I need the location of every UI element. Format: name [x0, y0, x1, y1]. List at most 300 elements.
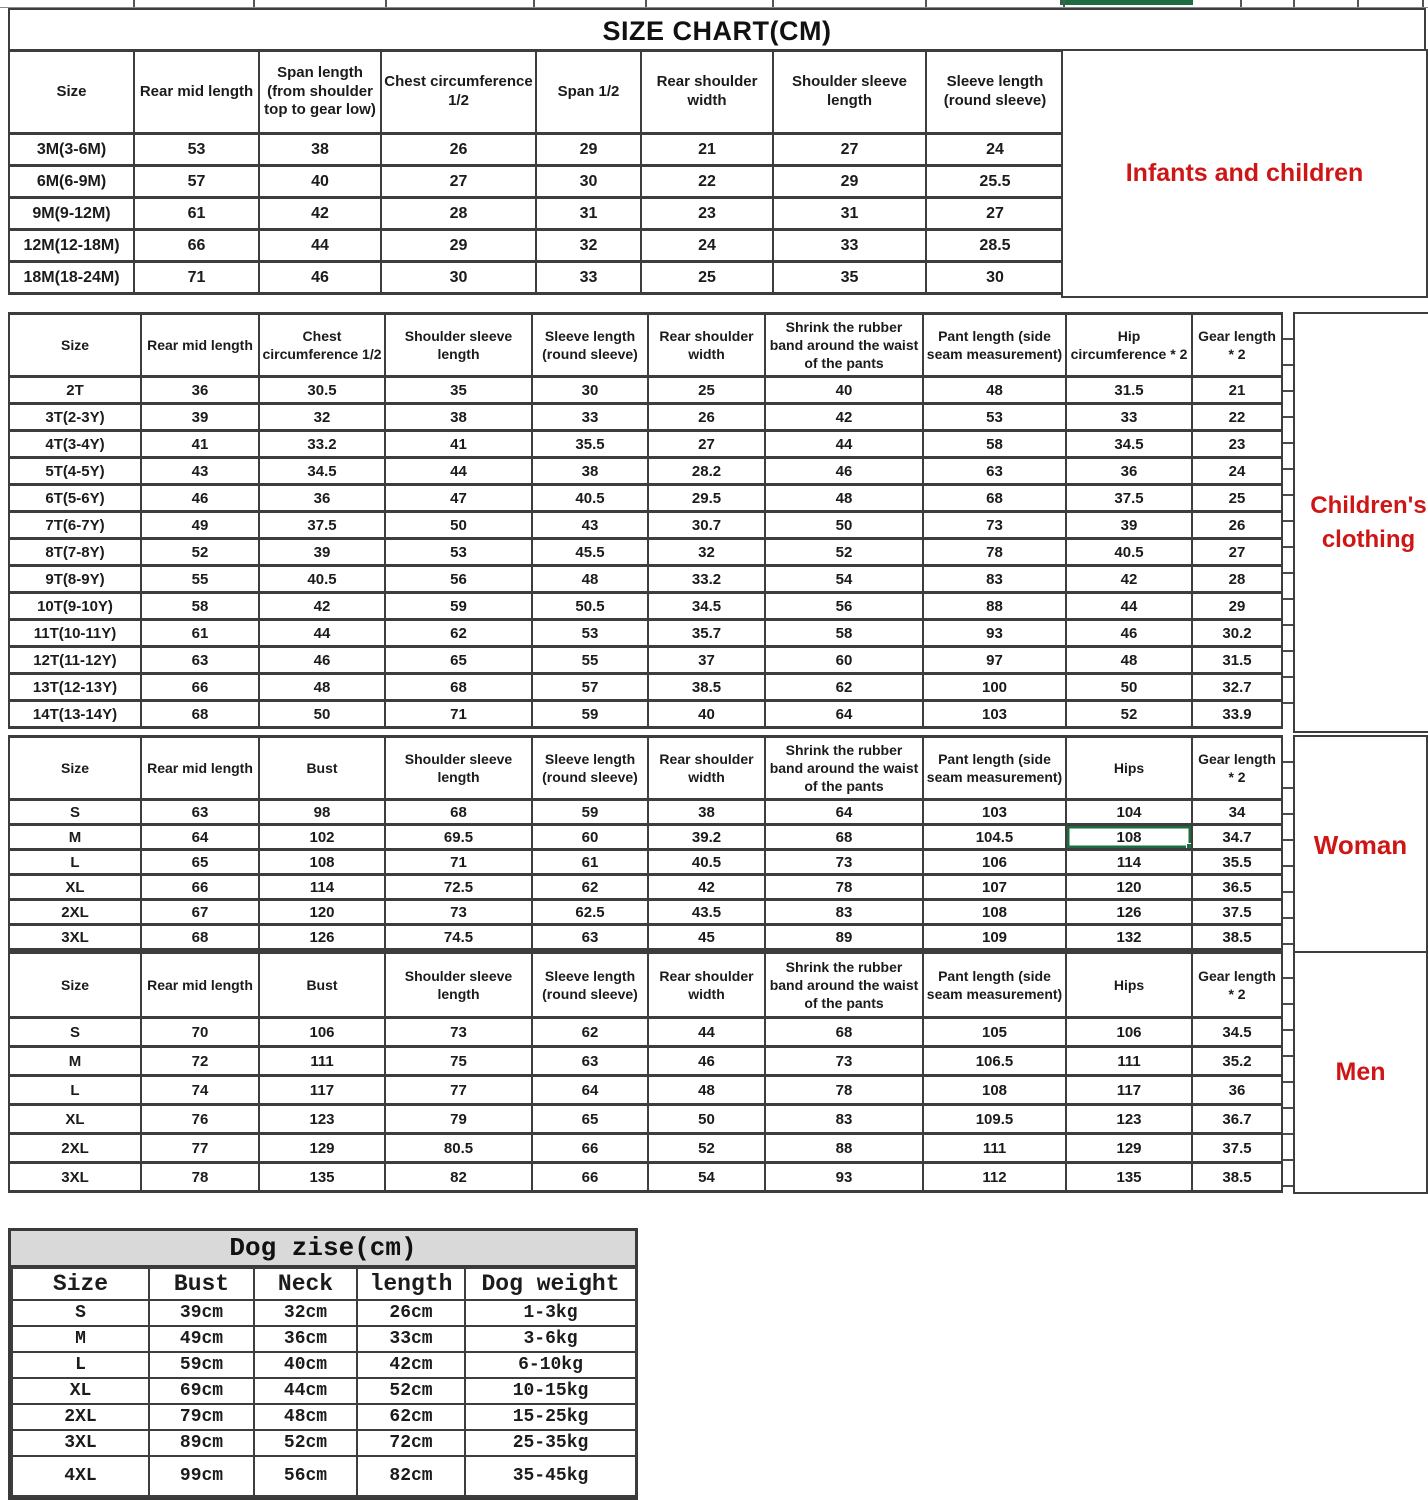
table-row: [9, 674, 1282, 701]
header-cell: Hips: [1066, 953, 1192, 1018]
data-cell: 61: [532, 850, 648, 875]
data-cell: 44: [259, 620, 385, 647]
column-boundary-tick: [133, 0, 135, 7]
data-cell: 57: [134, 166, 259, 198]
data-cell: 35: [773, 262, 926, 294]
data-cell: 35.5: [1192, 850, 1282, 875]
data-cell: 58: [141, 593, 259, 620]
data-cell: 15-25kg: [465, 1404, 636, 1430]
header-cell: Gear length * 2: [1192, 953, 1282, 1018]
data-cell: 117: [259, 1076, 385, 1105]
data-cell: 30: [381, 262, 536, 294]
data-cell: 27: [1192, 539, 1282, 566]
data-cell: 44cm: [254, 1378, 357, 1404]
gridline-stubs: [1283, 737, 1293, 949]
header-cell: Shrink the rubber band around the waist of the pants: [765, 737, 923, 800]
data-cell: 37: [648, 647, 765, 674]
data-cell: 73: [765, 850, 923, 875]
data-cell: 62: [532, 1018, 648, 1047]
data-cell: 99cm: [149, 1456, 254, 1496]
data-cell: 38: [259, 134, 381, 166]
data-cell: 109: [923, 925, 1066, 950]
data-cell: 46: [648, 1047, 765, 1076]
data-cell: 53: [923, 404, 1066, 431]
data-cell: 111: [923, 1134, 1066, 1163]
data-cell: 32cm: [254, 1300, 357, 1326]
data-cell: 48: [648, 1076, 765, 1105]
header-cell: Shoulder sleeve length: [385, 737, 532, 800]
data-cell: 37.5: [259, 512, 385, 539]
data-cell: 38: [385, 404, 532, 431]
data-cell: 52cm: [254, 1430, 357, 1456]
row-label: 2XL: [12, 1404, 149, 1430]
data-cell: 98: [259, 800, 385, 825]
data-cell: 31: [536, 198, 641, 230]
data-cell: 67: [141, 900, 259, 925]
header-cell: Size: [9, 953, 141, 1018]
data-cell: 25: [648, 377, 765, 404]
data-cell: 73: [923, 512, 1066, 539]
data-cell: 43: [532, 512, 648, 539]
table-row: [12, 1352, 636, 1378]
data-cell: 46: [141, 485, 259, 512]
data-cell: 78: [765, 875, 923, 900]
data-cell: 48cm: [254, 1404, 357, 1430]
header-cell: Gear length * 2: [1192, 737, 1282, 800]
table-row: [9, 593, 1282, 620]
data-cell: 37.5: [1192, 1134, 1282, 1163]
data-cell: 39: [141, 404, 259, 431]
data-cell: 43: [141, 458, 259, 485]
data-cell: 30.7: [648, 512, 765, 539]
data-cell: 36: [259, 485, 385, 512]
header-cell: Size: [12, 1268, 149, 1300]
data-cell: 71: [385, 850, 532, 875]
woman-section-label-text: Woman: [1313, 829, 1408, 860]
table-row: [12, 1430, 636, 1456]
data-cell: 33: [1066, 404, 1192, 431]
data-cell: 53: [134, 134, 259, 166]
table-row: [9, 566, 1282, 593]
data-cell: 52cm: [357, 1378, 465, 1404]
data-cell: 93: [923, 620, 1066, 647]
table-row: [9, 1105, 1282, 1134]
data-cell: 69.5: [385, 825, 532, 850]
data-cell: 82: [385, 1163, 532, 1192]
data-cell: 22: [641, 166, 773, 198]
data-cell: 35-45kg: [465, 1456, 636, 1496]
data-cell: 68: [385, 674, 532, 701]
data-cell: 60: [765, 647, 923, 674]
data-cell: 42cm: [357, 1352, 465, 1378]
data-cell: 36: [1192, 1076, 1282, 1105]
table-row: [9, 458, 1282, 485]
column-boundary-tick: [1422, 0, 1424, 7]
data-cell: 27: [648, 431, 765, 458]
data-cell: 35.5: [532, 431, 648, 458]
data-cell: 37.5: [1066, 485, 1192, 512]
dog-table-title-text: Dog zise(cm): [229, 1233, 417, 1263]
header-cell: Shoulder sleeve length: [385, 314, 532, 377]
data-cell: 34.5: [1066, 431, 1192, 458]
data-cell: 117: [1066, 1076, 1192, 1105]
data-cell: 50: [1066, 674, 1192, 701]
data-cell: 54: [648, 1163, 765, 1192]
header-cell: Shoulder sleeve length: [385, 953, 532, 1018]
data-cell: 42: [648, 875, 765, 900]
data-cell: 30: [536, 166, 641, 198]
data-cell: 1-3kg: [465, 1300, 636, 1326]
data-cell: 29: [773, 166, 926, 198]
table-row: [9, 230, 1064, 262]
data-cell: 82cm: [357, 1456, 465, 1496]
row-label: 13T(12-13Y): [9, 674, 141, 701]
data-cell: 55: [532, 647, 648, 674]
data-cell: 27: [773, 134, 926, 166]
row-label: 2T: [9, 377, 141, 404]
data-cell: 28: [381, 198, 536, 230]
data-cell: 108: [923, 1076, 1066, 1105]
data-cell: 34.5: [259, 458, 385, 485]
column-boundary-tick: [772, 0, 774, 7]
table-row: [9, 134, 1064, 166]
header-cell: Pant length (side seam measurement): [923, 314, 1066, 377]
table-row: [9, 925, 1282, 950]
data-cell: 30.5: [259, 377, 385, 404]
data-cell: 52: [648, 1134, 765, 1163]
table-row: [9, 1134, 1282, 1163]
size-chart-title: [8, 8, 1426, 55]
table-row: [12, 1456, 636, 1496]
data-cell: 31.5: [1192, 647, 1282, 674]
data-cell: 129: [1066, 1134, 1192, 1163]
data-cell: 39: [259, 539, 385, 566]
header-cell: Rear mid length: [141, 314, 259, 377]
header-cell: Hips: [1066, 737, 1192, 800]
data-cell: 26: [1192, 512, 1282, 539]
data-cell: 31: [773, 198, 926, 230]
row-label: 4T(3-4Y): [9, 431, 141, 458]
data-cell: 50: [259, 701, 385, 728]
data-cell: 44: [259, 230, 381, 262]
header-cell: Pant length (side seam measurement): [923, 737, 1066, 800]
data-cell: 66: [141, 674, 259, 701]
size-chart-title-text: SIZE CHART(CM): [602, 16, 832, 46]
data-cell: 62: [532, 875, 648, 900]
data-cell: 68: [385, 800, 532, 825]
data-cell: 66: [134, 230, 259, 262]
data-cell: 93: [765, 1163, 923, 1192]
data-cell: 32: [536, 230, 641, 262]
column-boundary-tick: [645, 0, 647, 7]
row-label: 8T(7-8Y): [9, 539, 141, 566]
data-cell: 37.5: [1192, 900, 1282, 925]
dog-table-title: [11, 1231, 635, 1267]
data-cell: 33cm: [357, 1326, 465, 1352]
data-cell: 53: [532, 620, 648, 647]
data-cell: 57: [532, 674, 648, 701]
data-cell: 24: [1192, 458, 1282, 485]
data-cell: 42: [259, 198, 381, 230]
data-cell: 40.5: [648, 850, 765, 875]
data-cell: 46: [1066, 620, 1192, 647]
data-cell: 36.5: [1192, 875, 1282, 900]
data-cell: 40.5: [259, 566, 385, 593]
data-cell: 72.5: [385, 875, 532, 900]
column-boundary-tick: [253, 0, 255, 7]
column-boundary-tick: [385, 0, 387, 7]
table-row: [12, 1300, 636, 1326]
data-cell: 76: [141, 1105, 259, 1134]
data-cell: 109.5: [923, 1105, 1066, 1134]
data-cell: 32: [648, 539, 765, 566]
data-cell: 31.5: [1066, 377, 1192, 404]
column-boundary-tick: [925, 0, 927, 7]
data-cell: 48: [1066, 647, 1192, 674]
header-cell: Shrink the rubber band around the waist of the pants: [765, 314, 923, 377]
table-row: [12, 1326, 636, 1352]
row-label: M: [9, 825, 141, 850]
data-cell: 97: [923, 647, 1066, 674]
header-cell: Shoulder sleeve length: [773, 51, 926, 134]
data-cell: 135: [259, 1163, 385, 1192]
data-cell: 36cm: [254, 1326, 357, 1352]
row-label: 9M(9-12M): [9, 198, 134, 230]
table-row: [9, 800, 1282, 825]
table-row: [9, 198, 1064, 230]
column-boundary-tick: [1063, 0, 1065, 7]
data-cell: 72cm: [357, 1430, 465, 1456]
data-cell: 66: [141, 875, 259, 900]
header-cell: Dog weight: [465, 1268, 636, 1300]
table-row: [9, 1163, 1282, 1192]
children-size-table: [8, 312, 1281, 729]
data-cell: 41: [141, 431, 259, 458]
data-cell: 63: [532, 925, 648, 950]
table-row: [9, 620, 1282, 647]
data-cell: 42: [259, 593, 385, 620]
row-label: 5T(4-5Y): [9, 458, 141, 485]
data-cell: 79cm: [149, 1404, 254, 1430]
table-row: [9, 431, 1282, 458]
data-cell: 52: [141, 539, 259, 566]
data-cell: 72: [141, 1047, 259, 1076]
data-cell: 24: [926, 134, 1064, 166]
data-cell: 40.5: [1066, 539, 1192, 566]
data-cell: 33.9: [1192, 701, 1282, 728]
data-cell: 46: [259, 262, 381, 294]
header-cell: Size: [9, 737, 141, 800]
header-cell: Neck: [254, 1268, 357, 1300]
men-section-label: [1293, 951, 1428, 1194]
row-label: 2XL: [9, 1134, 141, 1163]
data-cell: 43.5: [648, 900, 765, 925]
data-cell: 126: [1066, 900, 1192, 925]
data-cell: 105: [923, 1018, 1066, 1047]
data-cell: 59: [532, 800, 648, 825]
data-cell: 63: [923, 458, 1066, 485]
data-cell: 103: [923, 800, 1066, 825]
woman-size-table: [8, 735, 1281, 951]
data-cell: 29.5: [648, 485, 765, 512]
data-cell: 29: [1192, 593, 1282, 620]
data-cell: 123: [1066, 1105, 1192, 1134]
data-cell: 59: [385, 593, 532, 620]
data-cell: 64: [532, 1076, 648, 1105]
data-cell: 63: [141, 800, 259, 825]
table-row: [9, 900, 1282, 925]
data-cell: 23: [641, 198, 773, 230]
data-cell: 27: [381, 166, 536, 198]
data-cell: 10-15kg: [465, 1378, 636, 1404]
row-label: L: [9, 1076, 141, 1105]
data-cell: 25-35kg: [465, 1430, 636, 1456]
data-cell: 108: [259, 850, 385, 875]
data-cell: 27: [926, 198, 1064, 230]
row-label: XL: [12, 1378, 149, 1404]
header-cell: Gear length * 2: [1192, 314, 1282, 377]
table-row: [9, 1018, 1282, 1047]
data-cell: 114: [1066, 850, 1192, 875]
row-label: 3XL: [9, 1163, 141, 1192]
data-cell: 68: [141, 925, 259, 950]
fill-handle: [1186, 843, 1192, 850]
data-cell: 52: [1066, 701, 1192, 728]
data-cell: 26: [381, 134, 536, 166]
data-cell: 44: [385, 458, 532, 485]
data-cell: 28: [1192, 566, 1282, 593]
column-boundary-tick: [533, 0, 535, 7]
data-cell: 68: [923, 485, 1066, 512]
data-cell: 52: [765, 539, 923, 566]
header-cell: Rear shoulder width: [641, 51, 773, 134]
data-cell: 104.5: [923, 825, 1066, 850]
data-cell: 49: [141, 512, 259, 539]
data-cell: 106: [1066, 1018, 1192, 1047]
infants-section-label: [1061, 49, 1428, 298]
gridline-stubs: [1283, 953, 1293, 1188]
data-cell: 39cm: [149, 1300, 254, 1326]
row-label: L: [9, 850, 141, 875]
header-cell: Bust: [259, 737, 385, 800]
data-cell: 21: [641, 134, 773, 166]
data-cell: 106: [259, 1018, 385, 1047]
data-cell: 62: [765, 674, 923, 701]
data-cell: 106: [923, 850, 1066, 875]
infants-section-label-text: Infants and children: [1125, 159, 1364, 187]
data-cell: 58: [923, 431, 1066, 458]
header-cell: Rear mid length: [141, 953, 259, 1018]
data-cell: 68: [765, 825, 923, 850]
row-label: XL: [9, 875, 141, 900]
data-cell: 26cm: [357, 1300, 465, 1326]
header-cell: Rear mid length: [134, 51, 259, 134]
data-cell: 35: [385, 377, 532, 404]
data-cell: 111: [259, 1047, 385, 1076]
data-cell: 75: [385, 1047, 532, 1076]
data-cell: 132: [1066, 925, 1192, 950]
row-label: 3T(2-3Y): [9, 404, 141, 431]
men-size-table: [8, 951, 1281, 1193]
row-label: 3XL: [12, 1430, 149, 1456]
row-label: XL: [9, 1105, 141, 1134]
data-cell: 53: [385, 539, 532, 566]
data-cell: 33.2: [259, 431, 385, 458]
header-cell: Rear shoulder width: [648, 737, 765, 800]
data-cell: 40.5: [532, 485, 648, 512]
row-label: S: [12, 1300, 149, 1326]
data-cell: 83: [923, 566, 1066, 593]
row-label: 12T(11-12Y): [9, 647, 141, 674]
selected-cell: 108: [1066, 825, 1192, 850]
header-cell: Rear shoulder width: [648, 314, 765, 377]
header-cell: Sleeve length (round sleeve): [532, 314, 648, 377]
data-cell: 59cm: [149, 1352, 254, 1378]
data-cell: 50: [765, 512, 923, 539]
header-cell: Sleeve length (round sleeve): [532, 953, 648, 1018]
data-cell: 33: [532, 404, 648, 431]
table-row: [9, 825, 1282, 850]
header-cell: Span length (from shoulder top to gear low): [259, 51, 381, 134]
data-cell: 33: [773, 230, 926, 262]
infants-size-table: [8, 49, 1063, 295]
data-cell: 34: [1192, 800, 1282, 825]
row-label: 14T(13-14Y): [9, 701, 141, 728]
header-cell: Rear mid length: [141, 737, 259, 800]
data-cell: 46: [259, 647, 385, 674]
row-label: 6M(6-9M): [9, 166, 134, 198]
woman-section-label: [1293, 735, 1428, 955]
dog-table-grid: [11, 1267, 635, 1497]
data-cell: 63: [532, 1047, 648, 1076]
row-label: M: [12, 1326, 149, 1352]
data-cell: 44: [1066, 593, 1192, 620]
header-cell: Pant length (side seam measurement): [923, 953, 1066, 1018]
header-cell: Size: [9, 314, 141, 377]
row-label: 18M(18-24M): [9, 262, 134, 294]
data-cell: 3-6kg: [465, 1326, 636, 1352]
data-cell: 102: [259, 825, 385, 850]
data-cell: 28.5: [926, 230, 1064, 262]
data-cell: 77: [385, 1076, 532, 1105]
data-cell: 40: [648, 701, 765, 728]
data-cell: 50.5: [532, 593, 648, 620]
data-cell: 65: [385, 647, 532, 674]
table-row: [12, 1378, 636, 1404]
data-cell: 55: [141, 566, 259, 593]
data-cell: 42: [1066, 566, 1192, 593]
data-cell: 32: [259, 404, 385, 431]
data-cell: 50: [385, 512, 532, 539]
data-cell: 73: [385, 1018, 532, 1047]
row-label: 11T(10-11Y): [9, 620, 141, 647]
data-cell: 114: [259, 875, 385, 900]
data-cell: 80.5: [385, 1134, 532, 1163]
data-cell: 56cm: [254, 1456, 357, 1496]
data-cell: 47: [385, 485, 532, 512]
table-row: [9, 539, 1282, 566]
data-cell: 59: [532, 701, 648, 728]
data-cell: 111: [1066, 1047, 1192, 1076]
header-cell: Bust: [259, 953, 385, 1018]
header-cell: Rear shoulder width: [648, 953, 765, 1018]
data-cell: 28.2: [648, 458, 765, 485]
data-cell: 35.2: [1192, 1047, 1282, 1076]
data-cell: 62.5: [532, 900, 648, 925]
data-cell: 108: [923, 900, 1066, 925]
data-cell: 41: [385, 431, 532, 458]
data-cell: 77: [141, 1134, 259, 1163]
